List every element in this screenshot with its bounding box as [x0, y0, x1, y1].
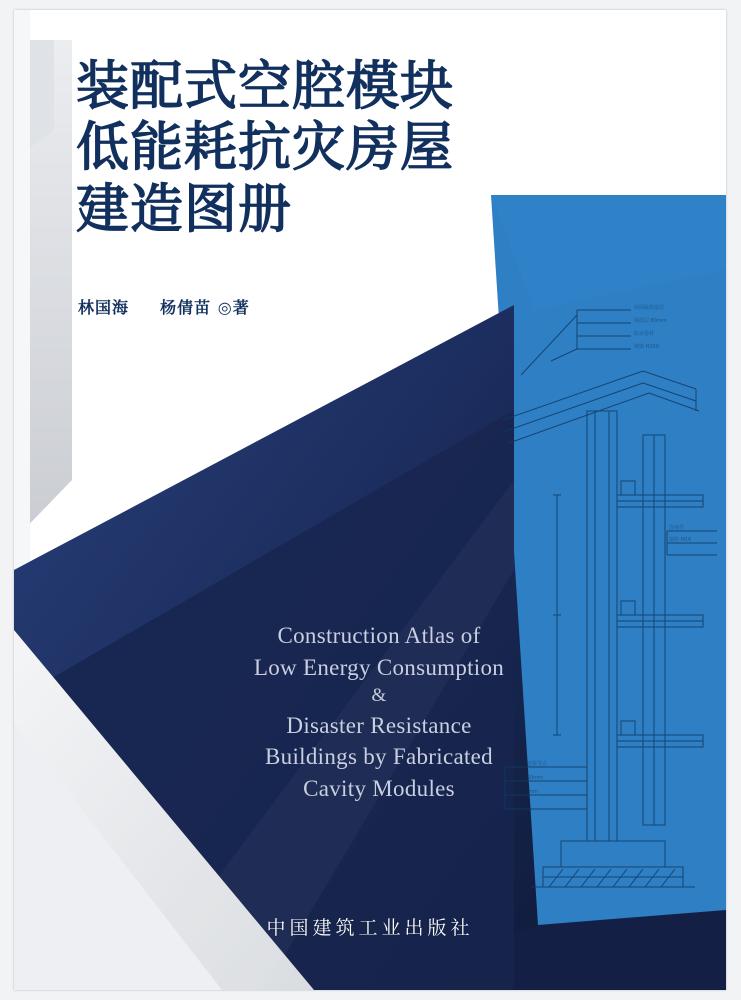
svg-text:锚栓 M16: 锚栓 M16 [669, 537, 692, 543]
english-title-line-1: Construction Atlas of [277, 623, 481, 648]
english-title-line-6: Cavity Modules [303, 776, 455, 802]
author-name-1: 林国海 [78, 298, 130, 317]
book-title [76, 56, 596, 240]
title-line-1: 装配式空腔模块 [76, 56, 454, 117]
english-title-line-2: Low Energy Consumption [253, 654, 505, 680]
english-title-ampersand: & [371, 685, 387, 707]
blueprint-illustration [491, 285, 726, 925]
english-title-line-5: Buildings by Fabricated [265, 744, 493, 770]
title-line-3: 建造图册 [76, 178, 292, 240]
svg-text:连接件: 连接件 [669, 525, 685, 531]
svg-text:空腔模块连接节点: 空腔模块连接节点 [507, 761, 548, 767]
english-title-line-4: Disaster Resistance [286, 712, 472, 738]
author-line [78, 295, 250, 318]
svg-text:保温层 80mm: 保温层 80mm [634, 318, 667, 324]
svg-text:基础垫层: 基础垫层 [507, 803, 528, 809]
publisher-name: 中国建筑工业出版社 [266, 917, 474, 939]
author-suffix: ◎著 [217, 298, 250, 317]
english-title [214, 620, 544, 805]
svg-text:楼板 120mm: 楼板 120mm [507, 789, 538, 795]
cover-artwork [14, 10, 726, 990]
svg-text:钢梁 H200: 钢梁 H200 [634, 344, 659, 350]
svg-text:屋面板构造层: 屋面板构造层 [634, 305, 665, 311]
title-line-2: 低能耗抗灾房屋 [76, 117, 454, 179]
svg-text:防水卷材: 防水卷材 [634, 331, 655, 337]
svg-text:外墙板 150mm: 外墙板 150mm [507, 775, 543, 781]
author-name-2: 杨倩苗 [160, 298, 212, 317]
